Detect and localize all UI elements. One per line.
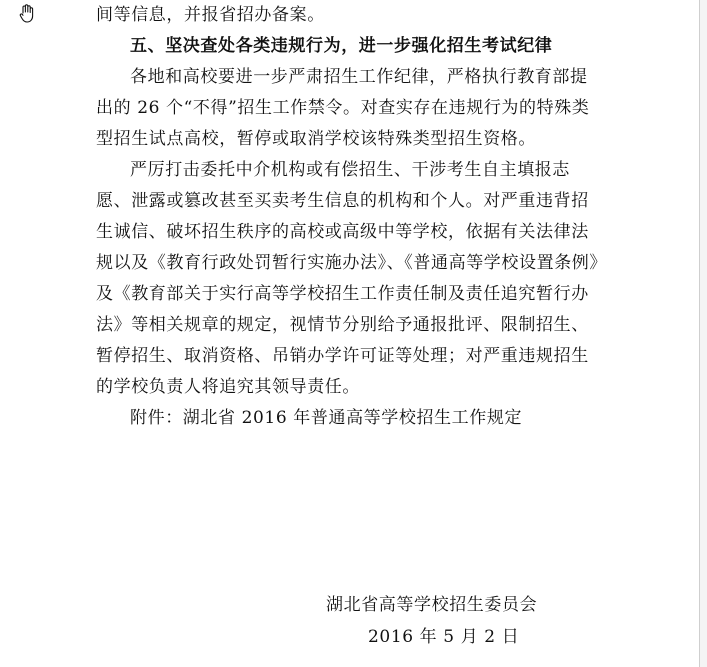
paragraph-line: 暂停招生、取消资格、吊销办学许可证等处理；对严重违规招生 <box>96 346 589 366</box>
paragraph-line: 间等信息，并报省招办备案。 <box>96 5 325 25</box>
paragraph-line: 型招生试点高校，暂停或取消学校该特殊类型招生资格。 <box>96 129 536 149</box>
paragraph-line: 各地和高校要进一步严肃招生工作纪律，严格执行教育部提 <box>130 67 588 87</box>
paragraph-line: 出的 26 个“不得”招生工作禁令。对查实存在违规行为的特殊类 <box>96 98 590 118</box>
section-heading: 五、坚决查处各类违规行为，进一步强化招生考试纪律 <box>130 36 553 56</box>
paragraph-line: 的学校负责人将追究其领导责任。 <box>96 377 360 397</box>
page-right-edge <box>699 0 707 667</box>
paragraph-line: 愿、泄露或篡改甚至买卖考生信息的机构和个人。对严重违背招 <box>96 191 589 211</box>
signature-organization: 湖北省高等学校招生委员会 <box>326 595 538 615</box>
paragraph-line: 及《教育部关于实行高等学校招生工作责任制及责任追究暂行办 <box>96 284 589 304</box>
signature-date: 2016 年 5 月 2 日 <box>368 627 520 647</box>
attachment-line: 附件：湖北省 2016 年普通高等学校招生工作规定 <box>130 408 523 428</box>
paragraph-line: 规以及《教育行政处罚暂行实施办法》、《普通高等学校设置条例》 <box>96 253 607 273</box>
paragraph-line: 生诚信、破坏招生秩序的高校或高级中等学校，依据有关法律法 <box>96 222 589 242</box>
hand-cursor-icon <box>18 4 36 24</box>
paragraph-line: 法》等相关规章的规定，视情节分别给予通报批评、限制招生、 <box>96 315 589 335</box>
paragraph-line: 严厉打击委托中介机构或有偿招生、干涉考生自主填报志 <box>130 160 570 180</box>
